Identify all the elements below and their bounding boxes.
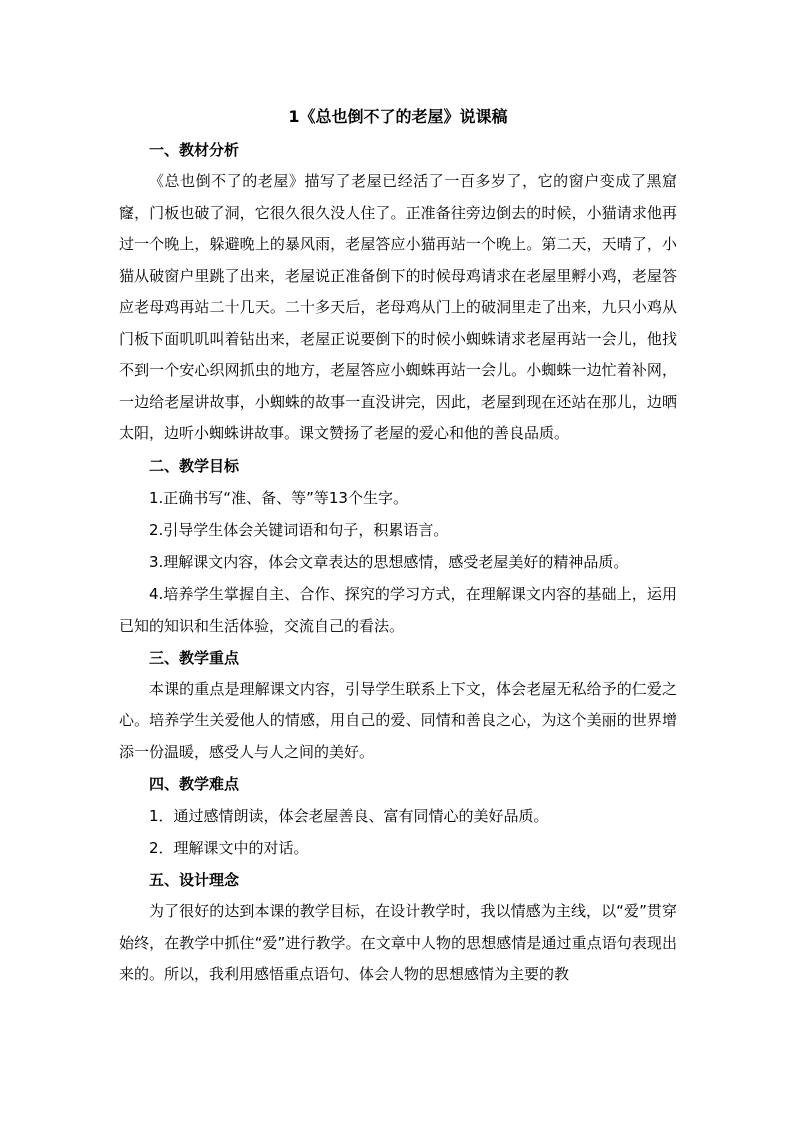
- section-heading-difficulties: 四、教学难点: [149, 775, 240, 793]
- goal-item-2: 2.引导学生体会关键词语和句子，积累语言。: [149, 520, 449, 539]
- difficulty-item-1: 1．通过感情朗读，体会老屋善良、富有同情心的美好品质。: [149, 807, 549, 825]
- goal-item-3: 3.理解课文内容，体会文章表达的思想感情，感受老屋美好的精神品质。: [149, 552, 629, 571]
- section-paragraph: 《总也倒不了的老屋》描写了老屋已经活了一百多岁了，它的窗户变成了黑窟窿，门板也破了洞，它很久很久没人住了。正准备往旁边倒去的时候，小猫请求他再过一个晚上，躲避晚上的暴风雨，老屋答应小猫再站一个晚上。第二天，天晴了，小猫从破窗户里跳了出来，老屋说正准备倒下的时候母鸡请求在老屋里孵小鸡，老屋答应老母鸡再站二十几天。二十多天后，老母鸡从门上的破洞里走了出来，九只小鸡从门板下面叽叽叫着钻出来，老屋正说要倒下的时候小蜘蛛请求老屋再站一会儿，他找不到一个安心织网抓虫的地方，老屋答应小蜘蛛再站一会儿。小蜘蛛一边忙着补网，一边给老屋讲故事，小蜘蛛的故事一直没讲完，因此，老屋到现在还站在那儿，边晒太阳，边听小蜘蛛讲故事。课文赞扬了老屋的爱心和他的善良品质。: [119, 172, 677, 442]
- goal-item-1: 1.正确书写“准、备、等”等13个生字。: [149, 488, 408, 507]
- section-heading-textbook-analysis: 一、教材分析: [149, 141, 240, 159]
- section-paragraph: 本课的重点是理解课文内容，引导学生联系上下文，体会老屋无私给予的仁爱之心。培养学生关爱他人的情感，用自己的爱、同情和善良之心，为这个美丽的世界增添一份温暖，感受人与人之间的美好。: [119, 679, 677, 761]
- document-content: [119, 102, 677, 991]
- section-heading-key-points: 三、教学重点: [149, 648, 240, 667]
- section-heading-teaching-goals: 二、教学目标: [149, 456, 240, 475]
- difficulty-item-2: 2．理解课文中的对话。: [149, 839, 309, 857]
- document-title: 1《总也倒不了的老屋》说课稿: [288, 107, 508, 126]
- goal-item-4: 4.培养学生掌握自主、合作、探究的学习方式，在理解课文内容的基础上，运用已知的知识和生活体验，交流自己的看法。: [119, 584, 677, 635]
- section-paragraph: 为了很好的达到本课的教学目标，在设计教学时，我以情感为主线，以“爱”贯穿始终，在教学中抓住“爱”进行教学。在文章中人物的思想感情是通过重点语句表现出来的。所以，我利用感悟重点语句、体会人物的思想感情为主要的教: [119, 902, 677, 983]
- section-heading-design-concept: 五、设计理念: [149, 871, 240, 889]
